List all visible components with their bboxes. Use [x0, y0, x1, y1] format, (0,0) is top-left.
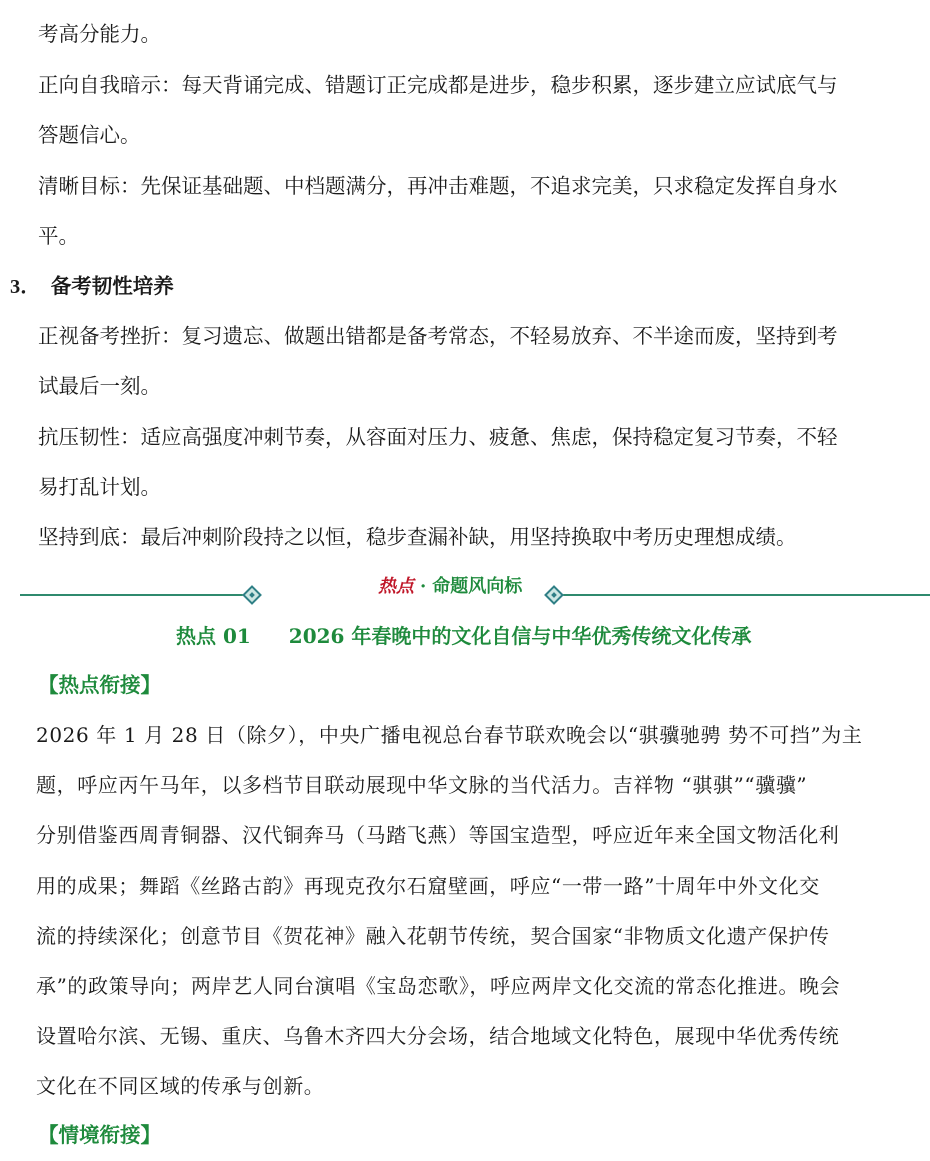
diamond-ornament-left	[242, 585, 262, 605]
topic-heading	[176, 622, 751, 650]
context-link-label: 【情境衔接】	[38, 1123, 161, 1147]
topic-title: 2026 年春晚中的文化自信与中华优秀传统文化传承	[288, 624, 752, 648]
paragraph-line: 流的持续深化；创意节目《贺花神》融入花朝节传统，契合国家“非物质文化遗产保护传	[36, 924, 830, 948]
text-line: 易打乱计划。	[38, 475, 161, 499]
diamond-ornament-right	[544, 585, 564, 605]
paragraph-line: 题，呼应丙午马年，以多档节目联动展现中华文脉的当代活力。吉祥物 “骐骐”“骥骥”	[36, 773, 808, 797]
topic-label: 热点 01	[176, 624, 251, 648]
banner-hot-label: 热点	[378, 576, 414, 597]
divider-left	[20, 594, 252, 596]
paragraph-line: 用的成果；舞蹈《丝路古韵》再现克孜尔石窟壁画，呼应“一带一路”十周年中外文化交	[36, 874, 820, 898]
hot-link-label: 【热点衔接】	[38, 673, 161, 697]
text-line: 正视备考挫折：复习遗忘、做题出错都是备考常态，不轻易放弃、不半途而废，坚持到考	[38, 324, 838, 348]
banner-title	[378, 574, 522, 600]
text-line: 清晰目标：先保证基础题、中档题满分，再冲击难题，不追求完美，只求稳定发挥自身水	[38, 174, 838, 198]
paragraph-line: 文化在不同区域的传承与创新。	[36, 1074, 325, 1098]
text-line: 正向自我暗示：每天背诵完成、错题订正完成都是进步，稳步积累，逐步建立应试底气与	[38, 73, 838, 97]
section-heading	[10, 272, 174, 301]
section-title: 备考韧性培养	[50, 274, 174, 298]
text-line: 试最后一刻。	[38, 374, 161, 398]
text-line: 抗压韧性：适应高强度冲刺节奏，从容面对压力、疲惫、焦虑，保持稳定复习节奏，不轻	[38, 425, 838, 449]
text-line: 坚持到底：最后冲刺阶段持之以恒，稳步查漏补缺，用坚持换取中考历史理想成绩。	[38, 525, 797, 549]
paragraph-line: 分别借鉴西周青铜器、汉代铜奔马（马踏飞燕）等国宝造型，呼应近年来全国文物活化利	[36, 823, 840, 847]
section-number: 3．	[10, 276, 41, 298]
divider-right	[560, 594, 930, 596]
paragraph-line: 2026 年 1 月 28 日（除夕），中央广播电视总台春节联欢晚会以“骐骥驰骋 势不可挡”为主	[36, 723, 863, 747]
text-line: 平。	[38, 224, 79, 248]
paragraph-line: 承”的政策导向；两岸艺人同台演唱《宝岛恋歌》，呼应两岸文化交流的常态化推进。晚会	[36, 974, 841, 998]
text-line: 考高分能力。	[38, 22, 161, 46]
banner-subtitle: 命题风向标	[432, 576, 523, 597]
paragraph-line: 设置哈尔滨、无锡、重庆、乌鲁木齐四大分会场，结合地域文化特色，展现中华优秀传统	[36, 1024, 840, 1048]
text-line: 答题信心。	[38, 123, 141, 147]
banner-separator: ·	[420, 576, 427, 597]
